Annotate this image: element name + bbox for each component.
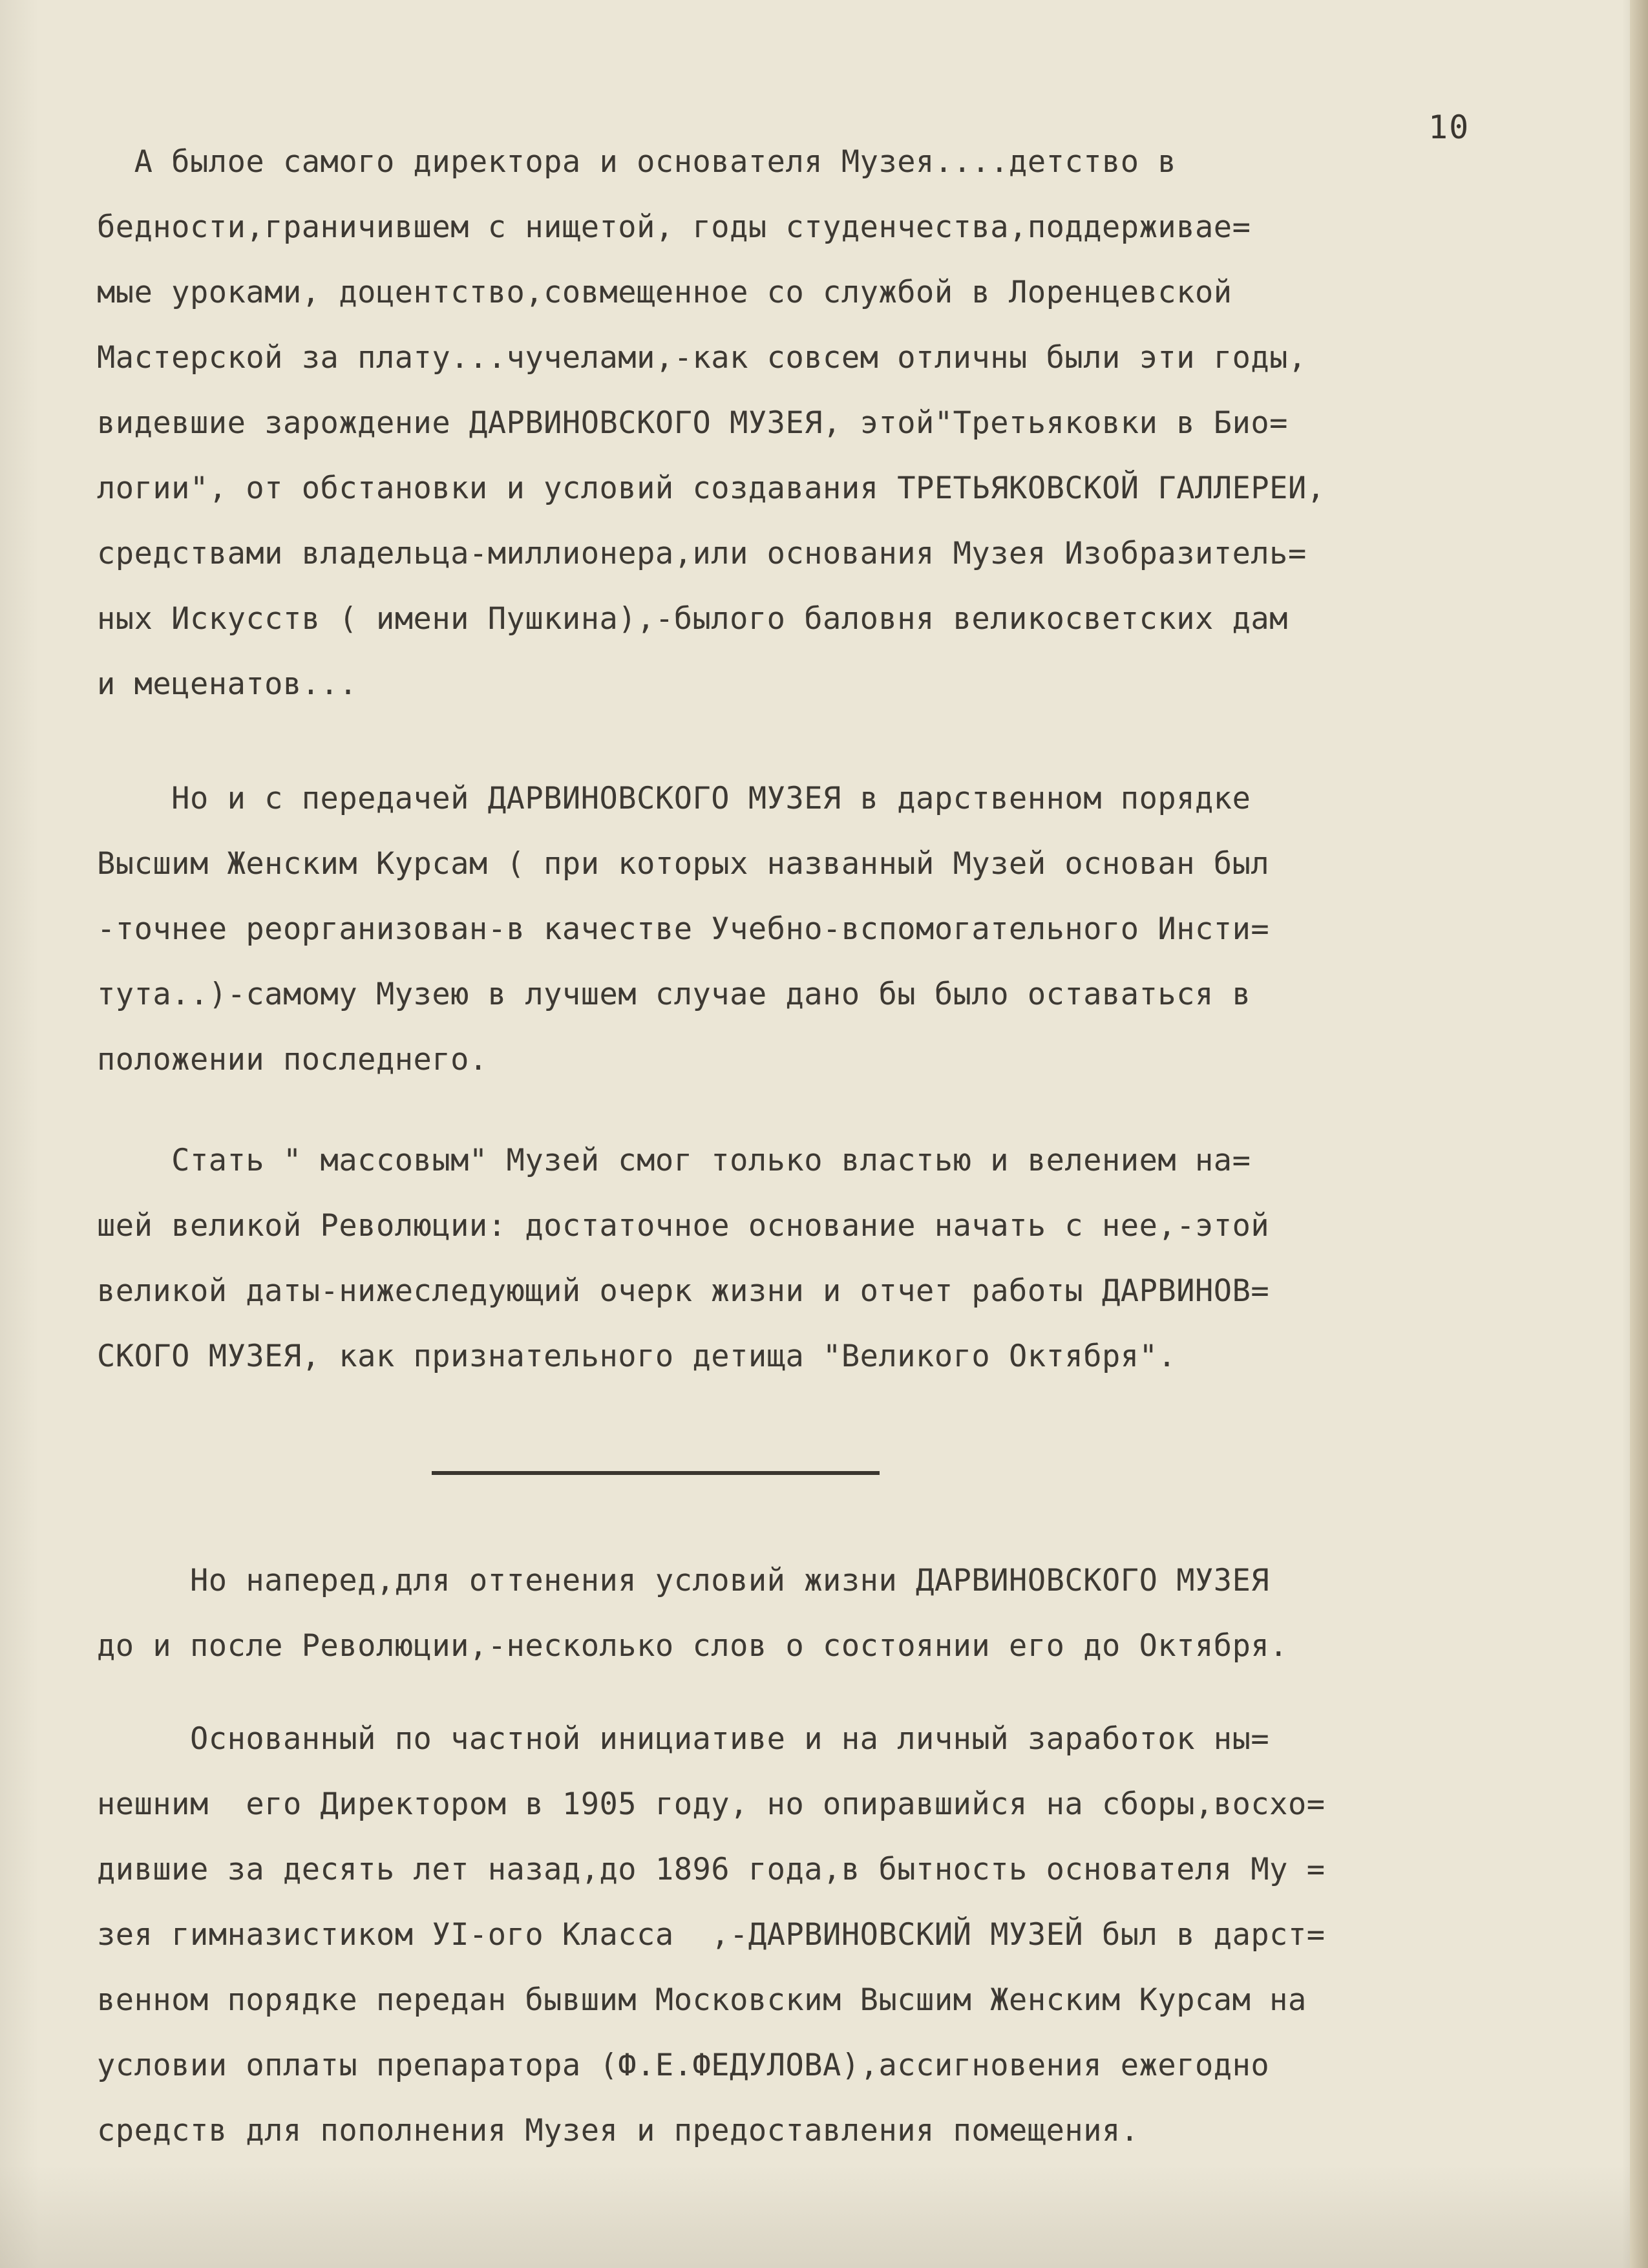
text-line: А былое самого директора и основателя Музея....детство в xyxy=(97,144,1177,180)
text-line: до и после Революции,-несколько слов о состоянии его до Октября. xyxy=(97,1628,1288,1664)
paragraph-4 xyxy=(97,1548,1519,1679)
text-line: средствами владельца-миллионера,или основания Музея Изобразитель= xyxy=(97,536,1307,571)
text-line: условии оплаты препаратора (Ф.Е.ФЕДУЛОВА),ассигновения ежегодно xyxy=(97,2048,1270,2083)
text-line: дившие за десять лет назад,до 1896 года,в бытность основателя Му = xyxy=(97,1852,1326,1887)
text-line: зея гимназистиком УI-ого Класса ,-ДАРВИНОВСКИЙ МУЗЕЙ был в дарст= xyxy=(97,1917,1326,1953)
text-line: -точнее реорганизован-в качестве Учебно-вспомогательного Инсти= xyxy=(97,911,1270,947)
text-line: мые уроками, доцентство,совмещенное со службой в Лоренцевской xyxy=(97,275,1232,310)
text-line: Но наперед,для оттенения условий жизни ДАРВИНОВСКОГО МУЗЕЯ xyxy=(97,1563,1270,1598)
text-line: видевшие зарождение ДАРВИНОВСКОГО МУЗЕЯ, этой"Третьяковки в Био= xyxy=(97,405,1288,441)
text-line: ных Искусств ( имени Пушкина),-былого баловня великосветских дам xyxy=(97,601,1288,637)
text-line: Стать " массовым" Музей смог только властью и велением на= xyxy=(97,1143,1251,1178)
text-line: средств для пополнения Музея и предоставления помещения. xyxy=(97,2113,1139,2148)
text-line: Мастерской за плату...чучелами,-как совсем отличны были эти годы, xyxy=(97,340,1307,376)
text-line: нешним его Директором в 1905 году, но опиравшийся на сборы,восхо= xyxy=(97,1786,1326,1822)
text-line: и меценатов... xyxy=(97,666,358,702)
paragraph-2 xyxy=(97,766,1519,1092)
paragraph-1 xyxy=(97,129,1519,717)
text-line: тута..)-самому Музею в лучшем случае дано бы было оставаться в xyxy=(97,977,1251,1012)
page-number: 10 xyxy=(1428,109,1470,146)
text-line: Но и с передачей ДАРВИНОВСКОГО МУЗЕЯ в дарственном порядке xyxy=(97,781,1251,816)
text-line: логии", от обстановки и условий создавания ТРЕТЬЯКОВСКОЙ ГАЛЛЕРЕИ, xyxy=(97,471,1326,506)
text-line: положении последнего. xyxy=(97,1042,488,1077)
text-line: Высшим Женским Курсам ( при которых названный Музей основан был xyxy=(97,846,1270,882)
paragraph-3 xyxy=(97,1128,1519,1389)
text-line: венном порядке передан бывшим Московским Высшим Женским Курсам на xyxy=(97,1982,1307,2018)
paper-edge xyxy=(1630,0,1648,2268)
paragraph-5 xyxy=(97,1706,1519,2163)
text-line: бедности,граничившем с нищетой, годы студенчества,поддерживае= xyxy=(97,209,1251,245)
text-line: СКОГО МУЗЕЯ, как признательного детища "Великого Октября". xyxy=(97,1339,1177,1374)
text-line: шей великой Революции: достаточное основание начать с нее,-этой xyxy=(97,1208,1270,1244)
text-line: великой даты-нижеследующий очерк жизни и отчет работы ДАРВИНОВ= xyxy=(97,1273,1270,1309)
section-divider xyxy=(432,1471,880,1475)
text-line: Основанный по частной инициативе и на личный заработок ны= xyxy=(97,1721,1270,1757)
